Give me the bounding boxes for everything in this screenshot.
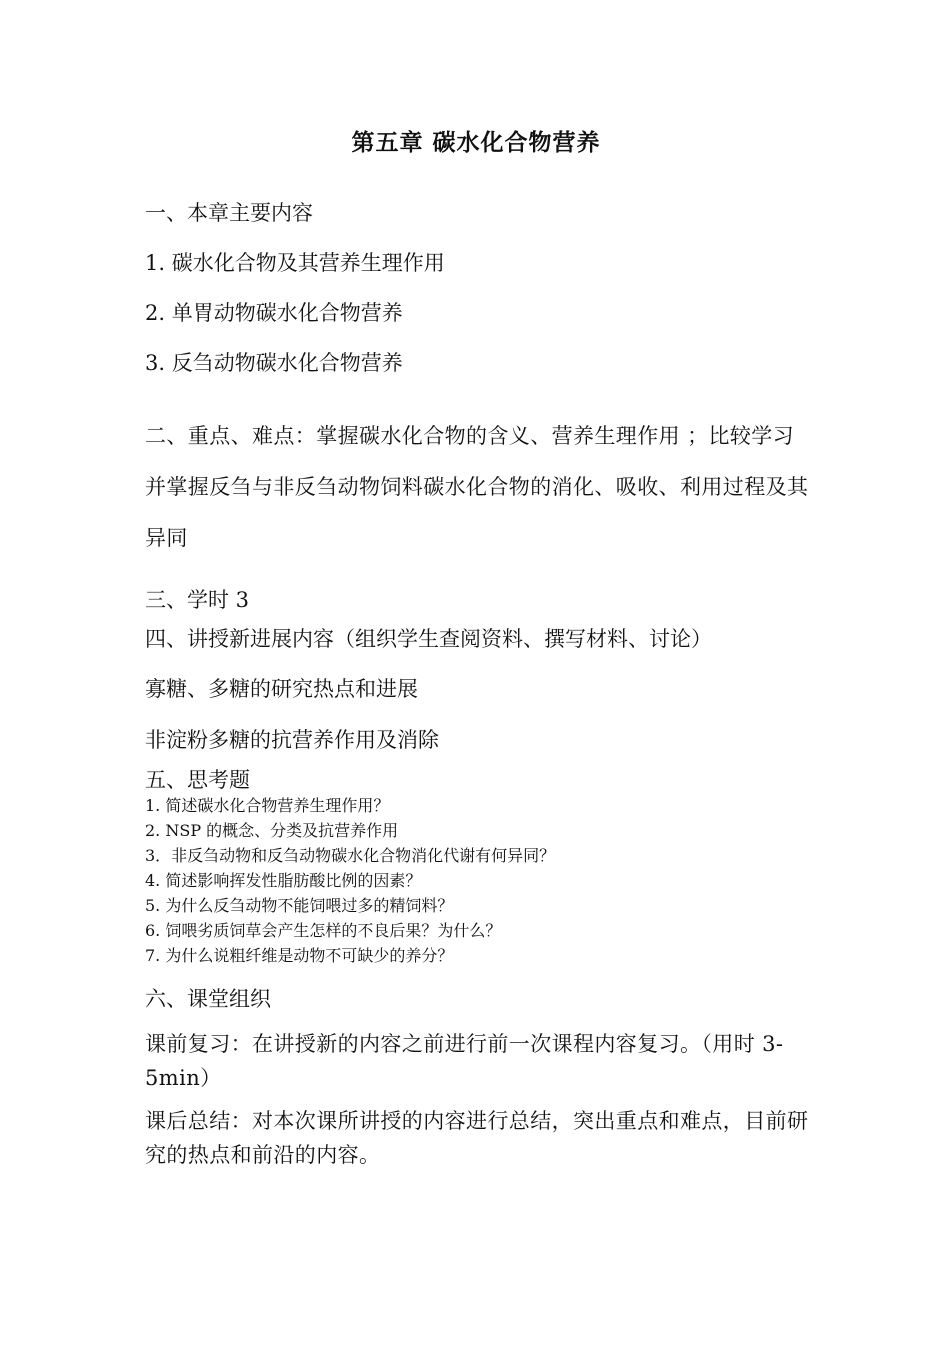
- post-class-summary-paragraph: 课后总结：对本次课所讲授的内容进行总结，突出重点和难点，目前研究的热点和前沿的内容。: [145, 1109, 809, 1167]
- question-item: 6. 饲喂劣质饲草会产生怎样的不良后果？为什么？: [145, 921, 502, 940]
- question-item: 3．非反刍动物和反刍动物碳水化合物消化代谢有何异同？: [145, 846, 556, 865]
- question-item: 2. NSP 的概念、分类及抗营养作用: [145, 821, 399, 840]
- section4-heading: 四、讲授新进展内容（组织学生查阅资料、撰写材料、讨论）: [145, 627, 712, 651]
- section3-heading: 三、学时 3: [145, 588, 250, 612]
- section6-heading: 六、课堂组织: [145, 987, 271, 1011]
- section1-item: 2. 单胃动物碳水化合物营养: [145, 301, 403, 325]
- section1-item: 1. 碳水化合物及其营养生理作用: [145, 251, 445, 275]
- key-points-paragraph: 二、重点、难点：掌握碳水化合物的含义、营养生理作用 ；比较学习并掌握反刍与非反刍动物饲料碳水化合物的消化、吸收、利用过程及其异同: [145, 424, 809, 550]
- section4-item: 寡糖、多糖的研究热点和进展: [145, 677, 418, 701]
- question-item: 7. 为什么说粗纤维是动物不可缺少的养分？: [145, 946, 454, 965]
- pre-class-review-paragraph: 课前复习：在讲授新的内容之前进行前一次课程内容复习。（用时 3-5min）: [145, 1032, 784, 1090]
- question-item: 4. 简述影响挥发性脂肪酸比例的因素？: [145, 871, 422, 890]
- section1-item: 3. 反刍动物碳水化合物营养: [145, 351, 403, 375]
- section1-heading: 一、本章主要内容: [145, 201, 313, 225]
- section4-item: 非淀粉多糖的抗营养作用及消除: [145, 728, 439, 752]
- page-title: 第五章 碳水化合物营养: [351, 130, 601, 156]
- question-item: 1. 简述碳水化合物营养生理作用？: [145, 796, 390, 815]
- question-item: 5. 为什么反刍动物不能饲喂过多的精饲料？: [145, 896, 454, 915]
- section5-heading: 五、思考题: [145, 768, 250, 792]
